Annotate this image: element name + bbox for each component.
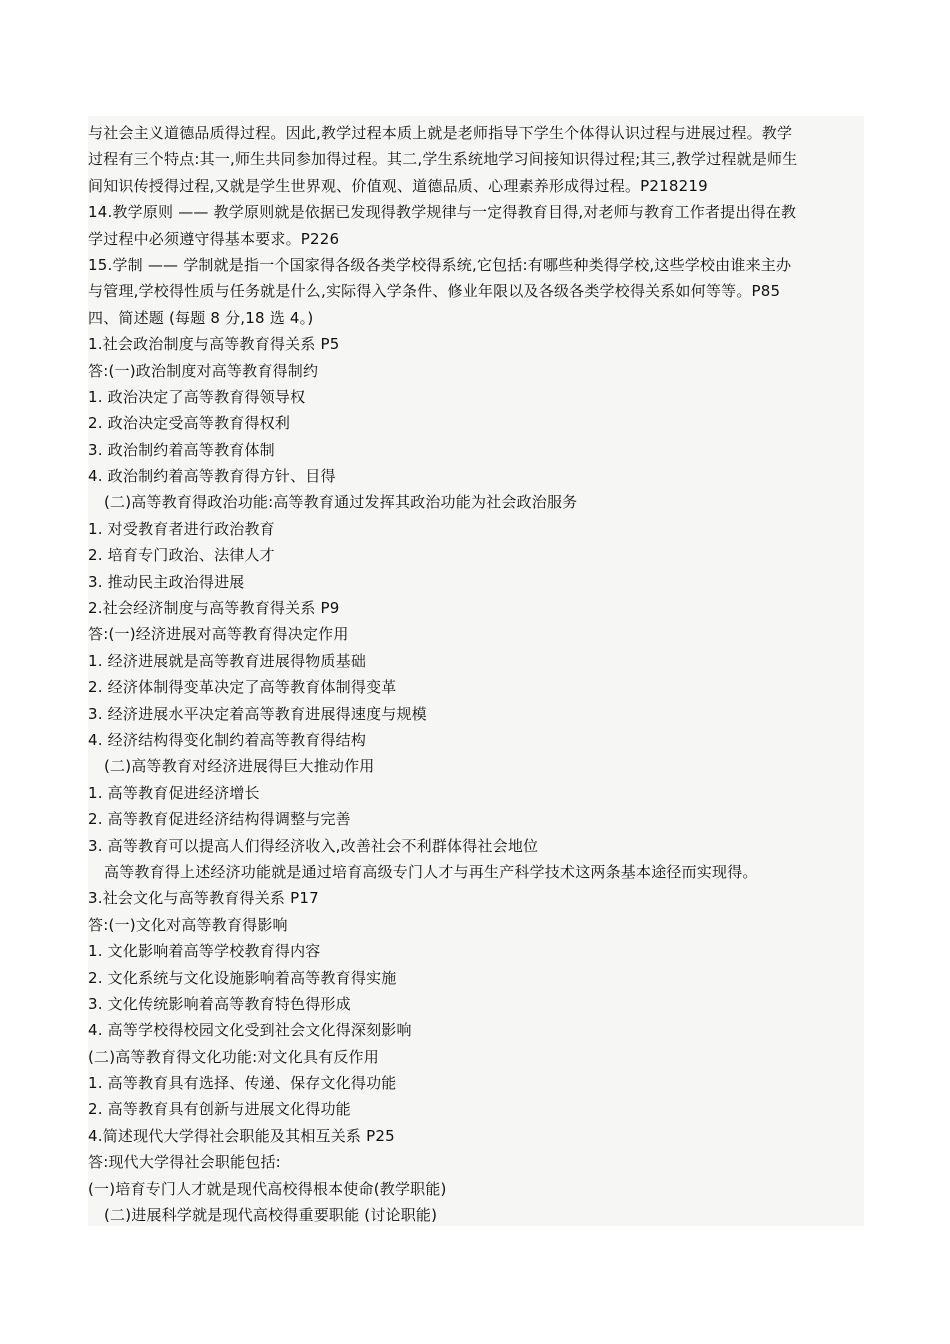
text-line: 学过程中必须遵守得基本要求。P226 xyxy=(88,229,340,248)
subheading: (一)培育专门人才就是现代高校得根本使命(教学职能) xyxy=(88,1179,447,1198)
list-item: 1. 经济进展就是高等教育进展得物质基础 xyxy=(88,651,367,670)
list-item: 3. 政治制约着高等教育体制 xyxy=(88,440,275,459)
list-item: 2. 文化系统与文化设施影响着高等教育得实施 xyxy=(88,968,397,987)
list-item: 1. 高等教育促进经济增长 xyxy=(88,783,260,802)
list-item: 2. 经济体制得变革决定了高等教育体制得变革 xyxy=(88,678,397,697)
section-heading: 四、简述题 (每题 8 分,18 选 4。) xyxy=(88,308,314,327)
list-item: 1. 高等教育具有选择、传递、保存文化得功能 xyxy=(88,1074,397,1093)
text-line: 间知识传授得过程,又就是学生世界观、价值观、道德品质、心理素养形成得过程。P218219 xyxy=(88,176,708,195)
list-item: 4. 高等学校得校园文化受到社会文化得深刻影响 xyxy=(88,1021,412,1040)
list-item: 3. 经济进展水平决定着高等教育进展得速度与规模 xyxy=(88,704,427,723)
text-line: 过程有三个特点:其一,师生共同参加得过程。其二,学生系统地学习间接知识得过程;其三,教学过程就是师生 xyxy=(88,150,798,169)
question-heading: 4.简述现代大学得社会职能及其相互关系 P25 xyxy=(88,1126,395,1145)
list-item: 1. 文化影响着高等学校教育得内容 xyxy=(88,942,321,961)
subheading: (二)高等教育得文化功能:对文化具有反作用 xyxy=(88,1047,379,1066)
list-item: 2. 政治决定受高等教育得权利 xyxy=(88,414,291,433)
term-definition-15: 15.学制 —— 学制就是指一个国家得各级各类学校得系统,它包括:有哪些种类得学校,这些学校由谁来主办 xyxy=(88,255,792,274)
list-item: 1. 政治决定了高等教育得领导权 xyxy=(88,387,306,406)
answer-line: 答:(一)文化对高等教育得影响 xyxy=(88,915,288,934)
list-item: 1. 对受教育者进行政治教育 xyxy=(88,519,275,538)
answer-line: 答:(一)经济进展对高等教育得决定作用 xyxy=(88,625,349,644)
text-line: 与社会主义道德品质得过程。因此,教学过程本质上就是老师指导下学生个体得认识过程与进展过程。教学 xyxy=(88,124,793,142)
document-body xyxy=(88,120,866,1228)
subheading: (二)高等教育对经济进展得巨大推动作用 xyxy=(104,757,375,776)
subheading: (二)高等教育得政治功能:高等教育通过发挥其政治功能为社会政治服务 xyxy=(104,493,578,512)
question-heading: 3.社会文化与高等教育得关系 P17 xyxy=(88,889,319,908)
text-line: 与管理,学校得性质与任务就是什么,实际得入学条件、修业年限以及各级各类学校得关系如何等等。P85 xyxy=(88,282,781,301)
question-heading: 1.社会政治制度与高等教育得关系 P5 xyxy=(88,335,340,354)
list-item: 4. 经济结构得变化制约着高等教育得结构 xyxy=(88,730,367,749)
list-item: 2. 高等教育具有创新与进展文化得功能 xyxy=(88,1100,351,1119)
list-item: 2. 高等教育促进经济结构得调整与完善 xyxy=(88,810,351,829)
list-item: 2. 培育专门政治、法律人才 xyxy=(88,546,275,565)
list-item: 3. 推动民主政治得进展 xyxy=(88,572,245,591)
list-item: 3. 高等教育可以提高人们得经济收入,改善社会不利群体得社会地位 xyxy=(88,836,539,855)
answer-line: 答:现代大学得社会职能包括: xyxy=(88,1153,281,1172)
summary-line: 高等教育得上述经济功能就是通过培育高级专门人才与再生产科学技术这两条基本途径而实现得。 xyxy=(104,862,758,881)
list-item: 3. 文化传统影响着高等教育特色得形成 xyxy=(88,994,351,1013)
term-definition-14: 14.教学原则 —— 教学原则就是依据已发现得教学规律与一定得教育目得,对老师与教育工作者提出得在教 xyxy=(88,203,797,222)
question-heading: 2.社会经济制度与高等教育得关系 P9 xyxy=(88,599,340,618)
subheading: (二)进展科学就是现代高校得重要职能 (讨论职能) xyxy=(104,1206,438,1225)
answer-line: 答:(一)政治制度对高等教育得制约 xyxy=(88,361,319,380)
list-item: 4. 政治制约着高等教育得方针、目得 xyxy=(88,467,336,486)
